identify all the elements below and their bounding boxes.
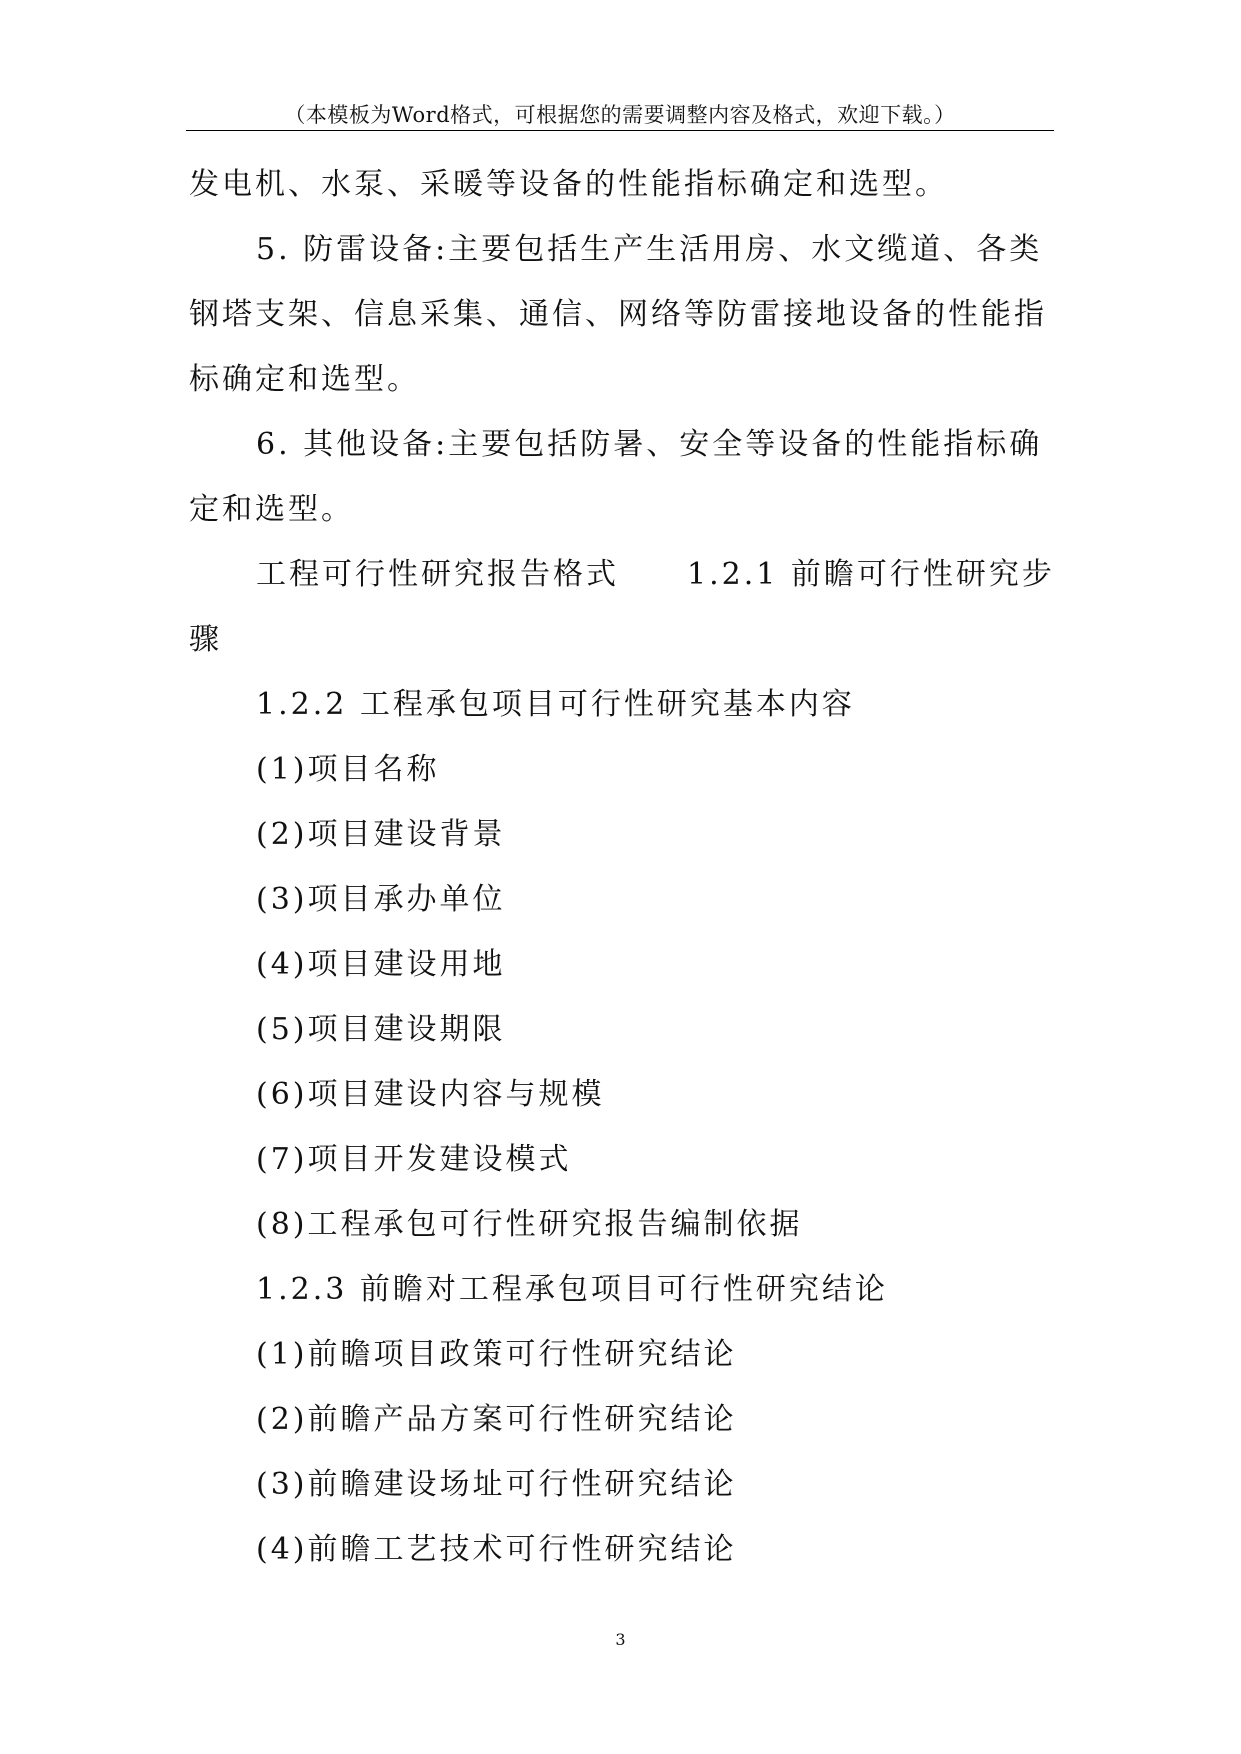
document-body	[189, 152, 1057, 1582]
paragraph-line: 定和选型。	[189, 492, 354, 527]
list-item: (8)工程承包可行性研究报告编制依据	[256, 1207, 803, 1242]
list-item: (1)项目名称	[256, 752, 440, 787]
paragraph-line: 骤	[189, 622, 222, 657]
report-format-title: 工程可行性研究报告格式	[256, 557, 619, 592]
heading-line	[189, 542, 1057, 607]
section-heading-1-2-1: 1.2.1 前瞻可行性研究步	[687, 557, 1055, 592]
list-item: (4)前瞻工艺技术可行性研究结论	[256, 1532, 737, 1567]
page-header: （本模板为Word格式，可根据您的需要调整内容及格式，欢迎下载。）	[284, 103, 956, 127]
paragraph-line: 发电机、水泵、采暖等设备的性能指标确定和选型。	[189, 167, 948, 202]
section-heading: 1.2.3 前瞻对工程承包项目可行性研究结论	[256, 1272, 888, 1307]
list-item: (3)项目承办单位	[256, 882, 506, 917]
paragraph-line: 钢塔支架、信息采集、通信、网络等防雷接地设备的性能指	[189, 297, 1047, 332]
paragraph-line: 6. 其他设备:主要包括防暑、安全等设备的性能指标确	[256, 427, 1043, 462]
page-number: 3	[615, 1630, 626, 1649]
list-item: (2)项目建设背景	[256, 817, 506, 852]
list-item: (6)项目建设内容与规模	[256, 1077, 605, 1112]
paragraph-line: 标确定和选型。	[189, 362, 420, 397]
list-item: (3)前瞻建设场址可行性研究结论	[256, 1467, 737, 1502]
list-item: (2)前瞻产品方案可行性研究结论	[256, 1402, 737, 1437]
list-item: (1)前瞻项目政策可行性研究结论	[256, 1337, 737, 1372]
list-item: (4)项目建设用地	[256, 947, 506, 982]
list-item: (7)项目开发建设模式	[256, 1142, 572, 1177]
list-item: (5)项目建设期限	[256, 1012, 506, 1047]
section-heading: 1.2.2 工程承包项目可行性研究基本内容	[256, 687, 855, 722]
paragraph-line: 5. 防雷设备:主要包括生产生活用房、水文缆道、各类	[256, 232, 1043, 267]
header-rule	[186, 130, 1054, 131]
